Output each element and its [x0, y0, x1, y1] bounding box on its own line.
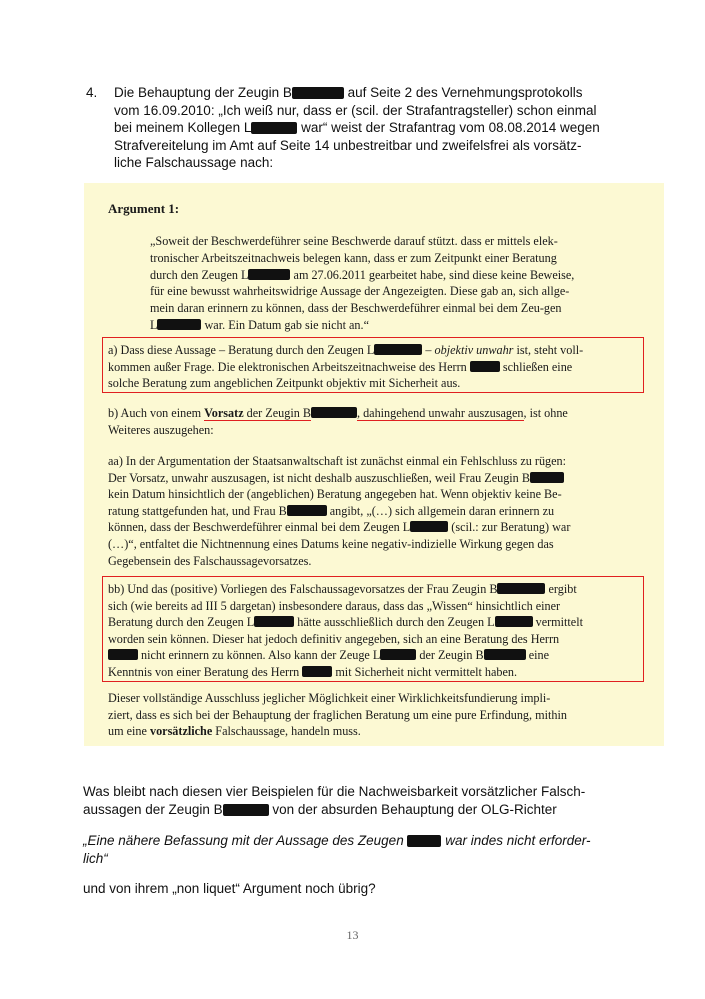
- text-line: vom 16.09.2010: „Ich weiß nur, dass er (scil. der Strafantragsteller) schon einmal: [114, 102, 597, 118]
- redaction: [380, 649, 416, 660]
- argument-title: Argument 1:: [108, 201, 180, 216]
- paragraph-bb: bb) Und das (positive) Vorliegen des Falschaussagevorsatzes der Frau Zeugin B ergibt sich (wie bereits ad III 5 dargetan) insbesondere daraus, dass das „Wissen“ hinsichtlich einer Beratung durch den Zeugen L hätte ausschließlich durch den Zeugen L vermittelt worden sein können. Dieser hat jedoch definitiv angegeben, sich an eine Beratung des Herrn nicht erinnern zu können. Also kann der Zeuge L der Zeugin B eine Kenntnis von einer Beratung des Herrn mit Sicherheit nicht vermittelt haben.: [108, 582, 583, 679]
- redaction: [407, 835, 441, 847]
- redaction: [374, 344, 422, 355]
- redaction: [410, 521, 448, 532]
- redaction: [311, 407, 357, 418]
- scanned-excerpt: [84, 183, 664, 746]
- redaction: [302, 666, 332, 677]
- redaction: [254, 616, 294, 627]
- text-line: Strafvereitelung im Amt auf Seite 14 unbestreitbar und zweifelsfrei als vorsätz-: [114, 137, 582, 153]
- redaction: [292, 87, 344, 99]
- paragraph-a: a) Dass diese Aussage – Beratung durch den Zeugen L – objektiv unwahr ist, steht voll- kommen außer Frage. Die elektronischen Arbeitszeitnachweise des Herrn schließen eine solche Beratung zum angeblichen Zeitpunkt objektiv mit Sicherheit aus.: [108, 343, 584, 391]
- redaction: [530, 472, 564, 483]
- redaction: [497, 583, 545, 594]
- redaction: [223, 804, 269, 816]
- text-line: bei meinem Kollegen L war“ weist der Strafantrag vom 08.08.2014 wegen: [114, 120, 600, 136]
- redaction: [287, 505, 327, 516]
- redaction: [248, 269, 290, 280]
- text-line: Die Behauptung der Zeugin B auf Seite 2 des Vernehmungsprotokolls: [114, 85, 583, 100]
- redaction: [484, 649, 526, 660]
- page-number: 13: [346, 928, 359, 942]
- text-line: liche Falschaussage nach:: [114, 155, 274, 171]
- paragraph-conclusion: Dieser vollständige Ausschluss jeglicher Möglichkeit einer Wirklichkeitsfundierung impli- ziert, dass es sich bei der Behauptung der fraglichen Beratung um eine pure Erfindung, mithin um eine vorsätzliche Falschaussage, handeln muss.: [108, 691, 567, 739]
- redaction: [470, 361, 500, 372]
- redaction: [157, 319, 201, 330]
- closing-question: Was bleibt nach diesen vier Beispielen für die Nachweisbarkeit vorsätzlicher Falsch- aussagen der Zeugin B von der absurden Behauptung der OLG-Richter: [83, 784, 586, 817]
- redaction: [108, 649, 138, 660]
- paragraph-b: b) Auch von einem Vorsatz der Zeugin B , dahingehend unwahr auszusagen, ist ohne Weiteres auszugehen:: [108, 406, 568, 437]
- redaction: [251, 122, 297, 134]
- quoted-statement: „Soweit der Beschwerdeführer seine Beschwerde darauf stützt. dass er mittels elek- tronischer Arbeitszeitnachweis belegen kann, dass er zum Zeitpunkt einer Beratung durch den Zeugen L am 27.06.2011 gearbeitet habe, sind diese keine Beweise, für eine bewusst wahrheitswidrige Aussage der Angezeigten. Diese gab an, sich allge- mein daran erinnern zu können, dass der Beschwerdeführer einmal bei dem Zeu-gen L war. Ein Datum gab sie nicht an.“: [150, 234, 575, 332]
- olg-quote: „Eine nähere Befassung mit der Aussage des Zeugen war indes nicht erforder- lich“: [83, 833, 591, 866]
- list-number: 4.: [86, 85, 98, 100]
- closing-line: und von ihrem „non liquet“ Argument noch übrig?: [83, 881, 376, 896]
- list-item-text: [114, 84, 626, 172]
- redaction: [495, 616, 533, 627]
- paragraph-aa: aa) In der Argumentation der Staatsanwaltschaft ist zunächst einmal ein Fehlschluss zu rügen: Der Vorsatz, unwahr auszusagen, ist nicht deshalb auszuschließen, weil Frau Zeugin B kein Datum hinsichtlich der (angeblichen) Beratung angegeben hat. Wenn objektiv keine Be- ratung stattgefunden hat, und Frau B angibt, „(…) sich allgemein daran erinnern zu können, dass der Beschwerdeführer einmal bei dem Zeugen L (scil.: zur Beratung) war (…)“, entfaltet die Nichtnennung eines Datums keine negativ-indizielle Wirkung gegen das Gegebensein des Falschaussagevorsatzes.: [108, 454, 571, 568]
